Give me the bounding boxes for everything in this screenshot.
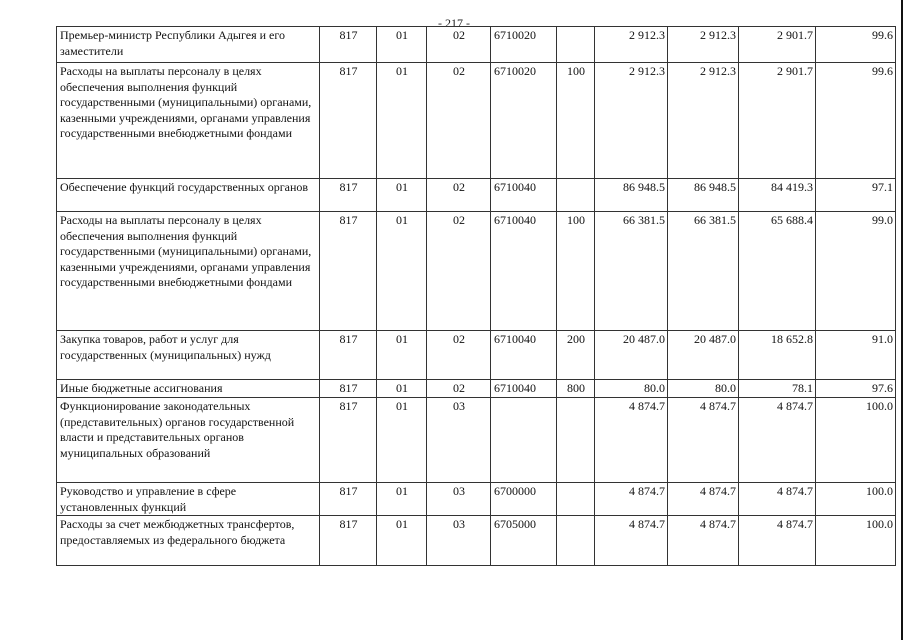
cell-vr: 200 [557, 331, 595, 380]
cell-executed: 4 874.7 [739, 398, 816, 483]
cell-csr: 6710040 [491, 212, 557, 331]
cell-approved: 80.0 [595, 380, 668, 398]
cell-revised: 4 874.7 [668, 398, 739, 483]
cell-approved: 4 874.7 [595, 516, 668, 566]
cell-approved: 66 381.5 [595, 212, 668, 331]
cell-csr: 6710040 [491, 179, 557, 212]
cell-percent: 100.0 [816, 483, 896, 516]
cell-vr [557, 483, 595, 516]
row-name: Руководство и управление в сфере установленных функций [57, 483, 320, 516]
row-name: Закупка товаров, работ и услуг для государственных (муниципальных) нужд [57, 331, 320, 380]
cell-revised: 2 912.3 [668, 27, 739, 63]
cell-percent: 91.0 [816, 331, 896, 380]
cell-percent: 100.0 [816, 398, 896, 483]
cell-rz: 01 [377, 398, 427, 483]
row-name: Расходы за счет межбюджетных трансфертов, предоставляемых из федерального бюджета [57, 516, 320, 566]
table-row [57, 380, 896, 398]
cell-executed: 4 874.7 [739, 516, 816, 566]
cell-pr: 02 [427, 63, 491, 179]
cell-ved: 817 [320, 380, 377, 398]
cell-percent: 97.1 [816, 179, 896, 212]
cell-rz: 01 [377, 179, 427, 212]
row-name: Расходы на выплаты персоналу в целях обеспечения выполнения функций государственными (муниципальными) органами, казенными учреждениями, органами управления государственными внебюджетными фондами [57, 63, 320, 179]
cell-pr: 02 [427, 27, 491, 63]
cell-ved: 817 [320, 212, 377, 331]
cell-percent: 100.0 [816, 516, 896, 566]
cell-revised: 86 948.5 [668, 179, 739, 212]
cell-ved: 817 [320, 179, 377, 212]
cell-csr: 6710040 [491, 331, 557, 380]
cell-pr: 03 [427, 516, 491, 566]
cell-executed: 84 419.3 [739, 179, 816, 212]
cell-approved: 4 874.7 [595, 483, 668, 516]
cell-percent: 99.6 [816, 27, 896, 63]
table-row [57, 331, 896, 380]
cell-csr: 6710020 [491, 63, 557, 179]
table-row [57, 212, 896, 331]
cell-csr [491, 398, 557, 483]
table-row [57, 516, 896, 566]
cell-rz: 01 [377, 212, 427, 331]
cell-approved: 20 487.0 [595, 331, 668, 380]
cell-vr [557, 398, 595, 483]
cell-vr: 100 [557, 212, 595, 331]
cell-rz: 01 [377, 27, 427, 63]
cell-vr [557, 27, 595, 63]
cell-percent: 99.0 [816, 212, 896, 331]
cell-pr: 03 [427, 483, 491, 516]
cell-vr: 100 [557, 63, 595, 179]
cell-pr: 03 [427, 398, 491, 483]
cell-revised: 20 487.0 [668, 331, 739, 380]
cell-executed: 65 688.4 [739, 212, 816, 331]
budget-table [56, 26, 896, 566]
cell-approved: 4 874.7 [595, 398, 668, 483]
cell-vr [557, 516, 595, 566]
table-row [57, 483, 896, 516]
cell-csr: 6710020 [491, 27, 557, 63]
cell-rz: 01 [377, 63, 427, 179]
row-name: Иные бюджетные ассигнования [57, 380, 320, 398]
cell-csr: 6705000 [491, 516, 557, 566]
cell-executed: 4 874.7 [739, 483, 816, 516]
cell-executed: 78.1 [739, 380, 816, 398]
cell-vr: 800 [557, 380, 595, 398]
cell-ved: 817 [320, 331, 377, 380]
table-row [57, 27, 896, 63]
cell-pr: 02 [427, 380, 491, 398]
cell-percent: 97.6 [816, 380, 896, 398]
cell-rz: 01 [377, 483, 427, 516]
cell-executed: 18 652.8 [739, 331, 816, 380]
row-name: Премьер-министр Республики Адыгея и его заместители [57, 27, 320, 63]
cell-percent: 99.6 [816, 63, 896, 179]
cell-rz: 01 [377, 516, 427, 566]
cell-vr [557, 179, 595, 212]
table-row [57, 63, 896, 179]
cell-approved: 2 912.3 [595, 27, 668, 63]
cell-executed: 2 901.7 [739, 63, 816, 179]
cell-rz: 01 [377, 380, 427, 398]
cell-approved: 86 948.5 [595, 179, 668, 212]
cell-csr: 6710040 [491, 380, 557, 398]
table-row [57, 179, 896, 212]
row-name: Расходы на выплаты персоналу в целях обеспечения выполнения функций государственными (муниципальными) органами, казенными учреждениями, органами управления государственными внебюджетными фондами [57, 212, 320, 331]
cell-revised: 80.0 [668, 380, 739, 398]
row-name: Обеспечение функций государственных органов [57, 179, 320, 212]
cell-revised: 4 874.7 [668, 516, 739, 566]
cell-approved: 2 912.3 [595, 63, 668, 179]
row-name: Функционирование законодательных (представительных) органов государственной власти и представительных органов муниципальных образований [57, 398, 320, 483]
cell-pr: 02 [427, 212, 491, 331]
cell-ved: 817 [320, 483, 377, 516]
page-edge-rule [901, 0, 903, 640]
cell-rz: 01 [377, 331, 427, 380]
cell-revised: 66 381.5 [668, 212, 739, 331]
cell-revised: 2 912.3 [668, 63, 739, 179]
table-row [57, 398, 896, 483]
cell-ved: 817 [320, 398, 377, 483]
page-number: - 217 - [438, 16, 470, 30]
cell-ved: 817 [320, 27, 377, 63]
cell-pr: 02 [427, 331, 491, 380]
cell-revised: 4 874.7 [668, 483, 739, 516]
cell-pr: 02 [427, 179, 491, 212]
cell-ved: 817 [320, 63, 377, 179]
cell-executed: 2 901.7 [739, 27, 816, 63]
cell-ved: 817 [320, 516, 377, 566]
cell-csr: 6700000 [491, 483, 557, 516]
